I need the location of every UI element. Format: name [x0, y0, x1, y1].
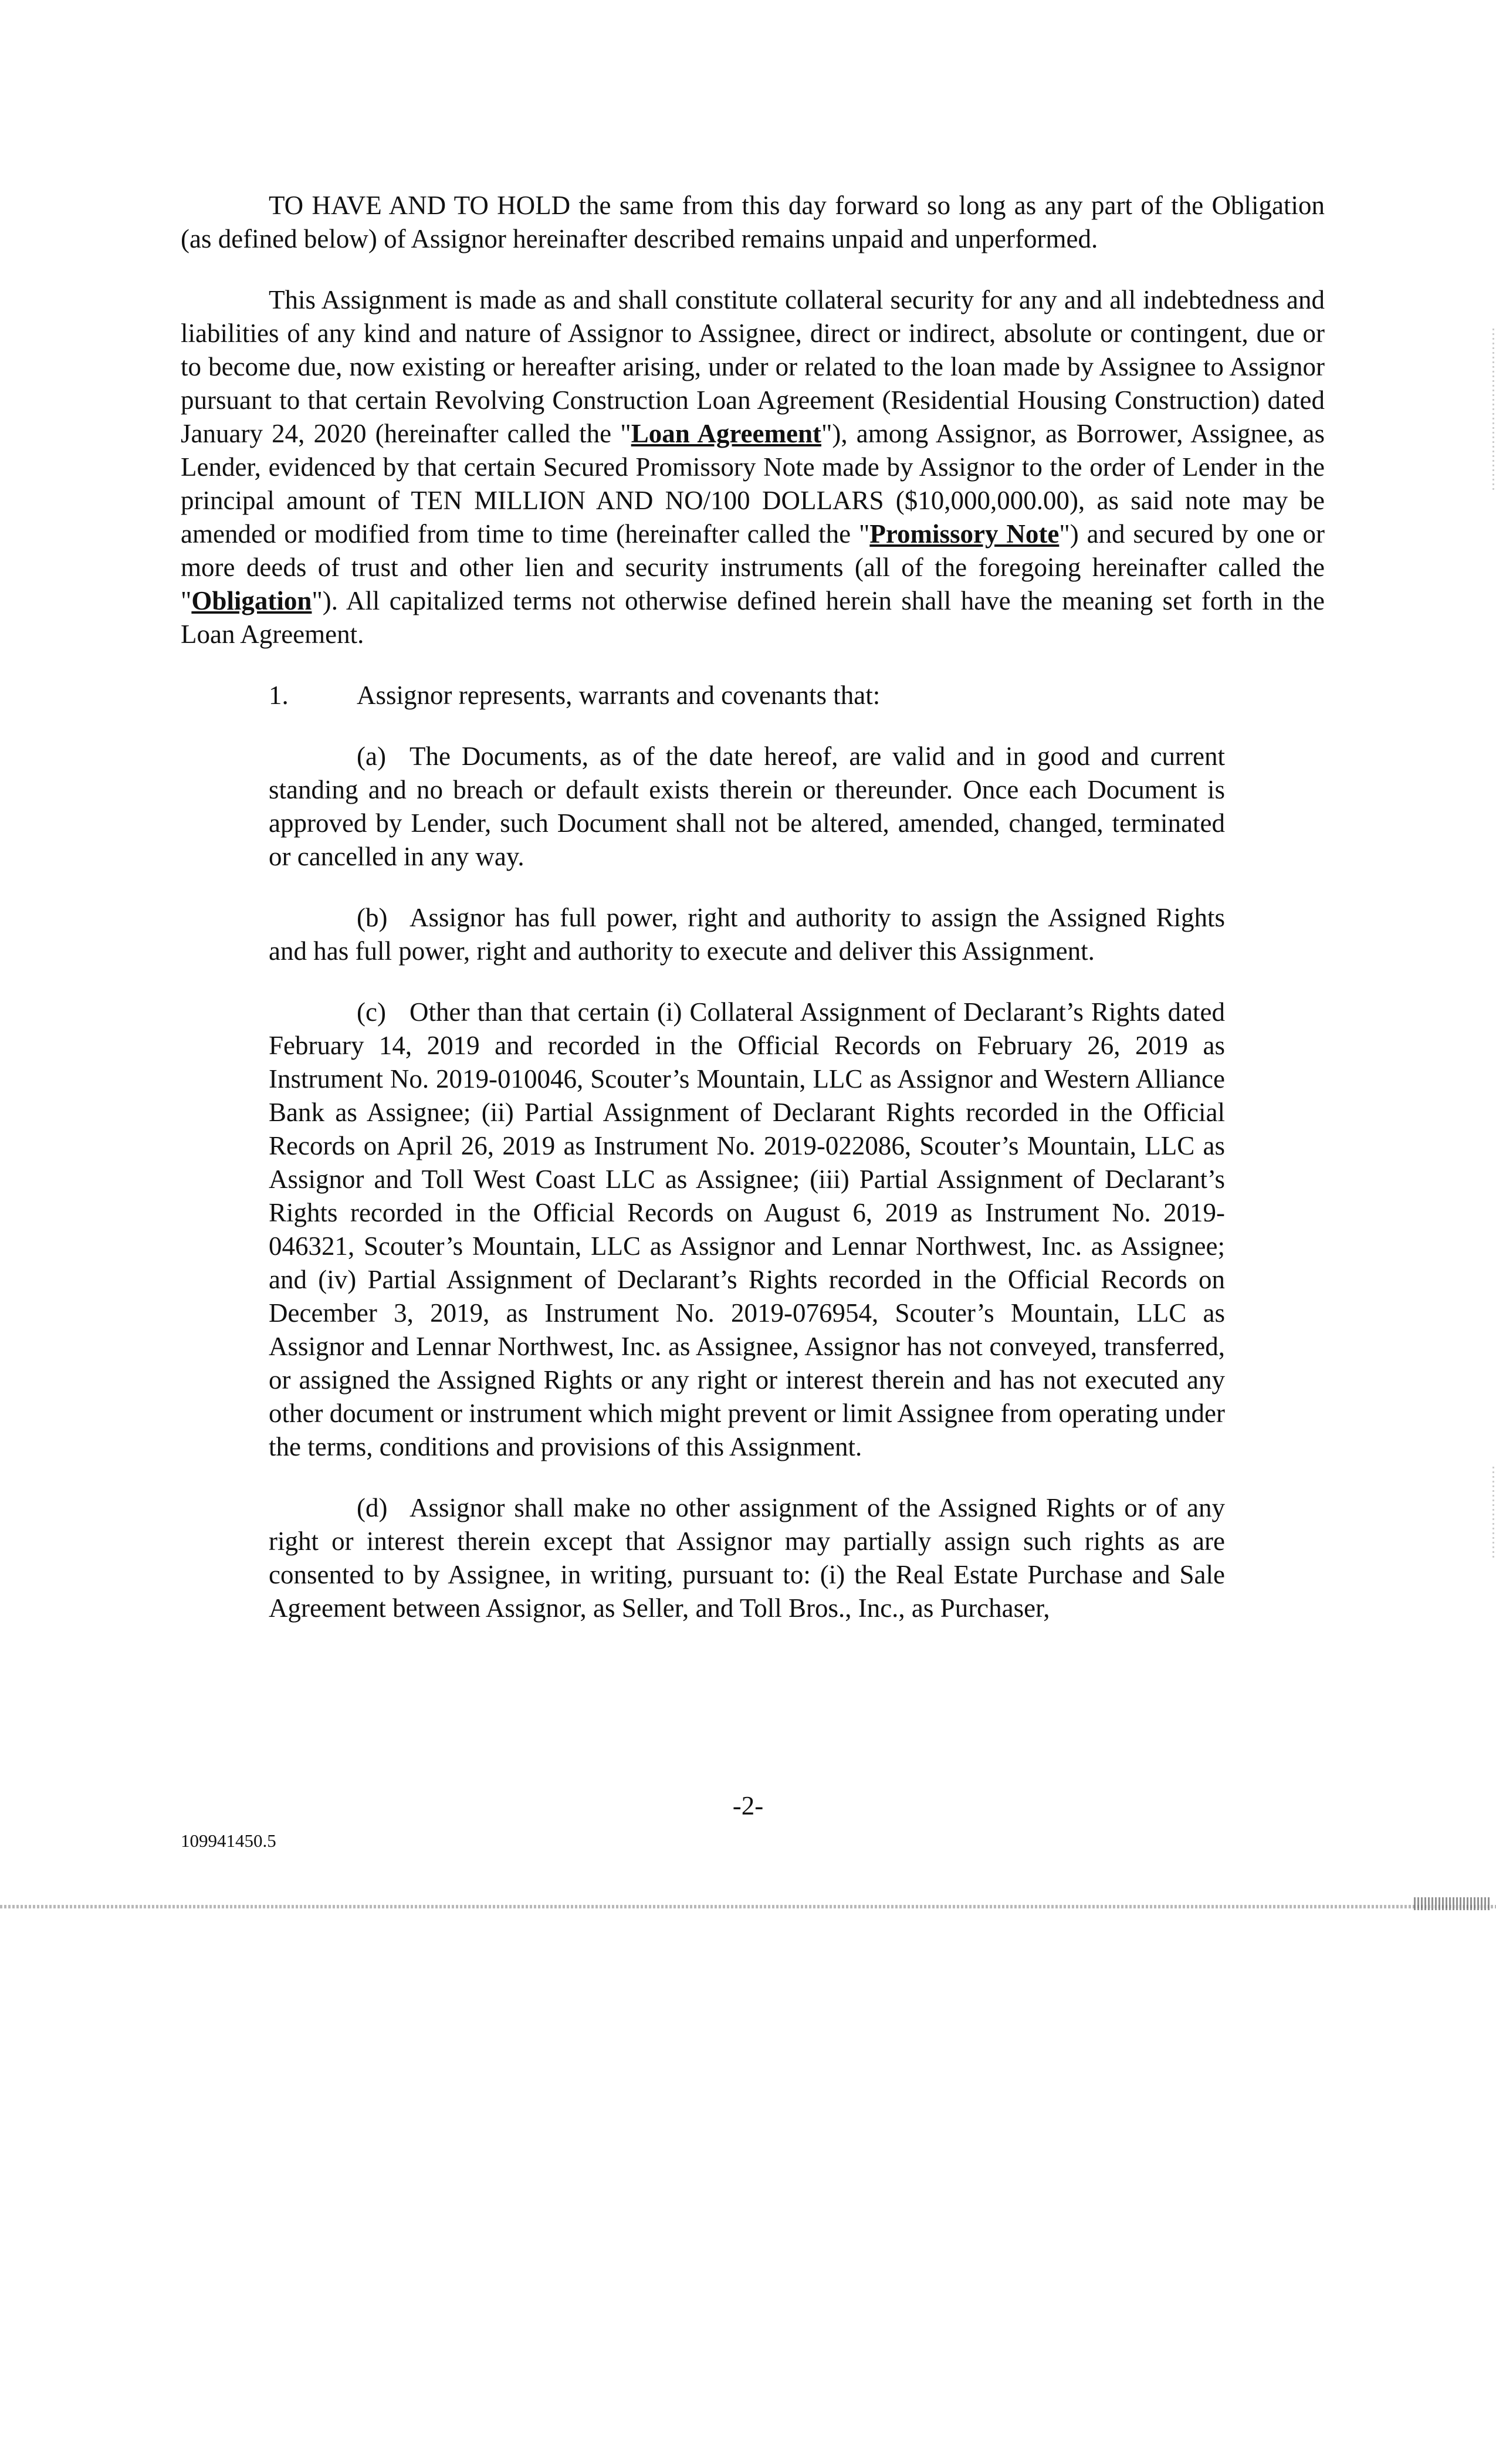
- security-text-part-3: ") and secured by one or more deeds of trust and other lien and security instruments (all of the foregoing hereinafter called the ": [181, 519, 1325, 615]
- section-1-text: Assignor represents, warrants and covenants that:: [357, 681, 881, 710]
- section-1: [269, 679, 1325, 712]
- subsection-c-text: Other than that certain (i) Collateral Assignment of Declarant’s Rights dated February 14, 2019 and recorded in the Official Records on February 26, 2019 as Instrument No. 2019-010046, Scouter’s Mountain, LLC as Assignor and Western Alliance Bank as Assignee; (ii) Partial Assignment of Declarant Rights recorded in the Official Records on April 26, 2019 as Instrument No. 2019-022086, Scouter’s Mountain, LLC as Assignor and Toll West Coast LLC as Assignee; (iii) Partial Assignment of Declarant’s Rights recorded in the Official Records on August 6, 2019 as Instrument No. 2019-046321, Scouter’s Mountain, LLC as Assignor and Lennar Northwest, Inc. as Assignee; and (iv) Partial Assignment of Declarant’s Rights recorded in the Official Records on December 3, 2019, as Instrument No. 2019-076954, Scouter’s Mountain, LLC as Assignor and Lennar Northwest, Inc. as Assignee, Assignor has not conveyed, transferred, or assigned the Assigned Rights or any right or interest therein and has not executed any other document or instrument which might prevent or limit Assignee from operating under the terms, conditions and provisions of this Assignment.: [269, 997, 1225, 1461]
- scan-artifact-line: [0, 1905, 1496, 1908]
- subsection-c: [269, 996, 1225, 1464]
- habendum-paragraph: TO HAVE AND TO HOLD the same from this day forward so long as any part of the Obligation (as defined below) of Assignor hereinafter described remains unpaid and unperformed.: [181, 191, 1325, 253]
- subsection-a-label: (a): [357, 742, 386, 771]
- subsection-a: [269, 740, 1225, 874]
- subsection-b: [269, 901, 1225, 968]
- subsection-b-text: Assignor has full power, right and authority to assign the Assigned Rights and has full power, right and authority to execute and deliver this Assignment.: [269, 903, 1225, 966]
- defined-term-loan-agreement: Loan Agreement: [631, 419, 821, 448]
- defined-term-obligation: Obligation: [191, 586, 312, 615]
- scan-artifact-marks: [1414, 1897, 1490, 1910]
- subsection-c-label: (c): [357, 997, 386, 1027]
- security-text-part-2: "), among Assignor, as Borrower, Assignee, as Lender, evidenced by that certain Secured Promissory Note made by Assignor to the order of Lender in the principal amount of TEN MILLION AND NO/100 DOLLARS ($10,000,000.00), as said note may be amended or modified from time to time (hereinafter called the ": [181, 419, 1325, 549]
- security-text-part-1: This Assignment is made as and shall constitute collateral security for any and all indebtedness and liabilities of any kind and nature of Assignor to Assignee, direct or indirect, absolute or contingent, due or to become due, now existing or hereafter arising, under or related to the loan made by Assignee to Assignor pursuant to that certain Revolving Construction Loan Agreement (Residential Housing Construction) dated January 24, 2020 (hereinafter called the ": [181, 285, 1325, 448]
- defined-term-promissory-note: Promissory Note: [869, 519, 1060, 549]
- subsection-d-text: Assignor shall make no other assignment of the Assigned Rights or of any right or interest therein except that Assignor may partially assign such rights as are consented to by Assignee, in writing, pursuant to: (i) the Real Estate Purchase and Sale Agreement between Assignor, as Seller, and Toll Bros., Inc., as Purchaser,: [269, 1493, 1225, 1623]
- collateral-security-paragraph: [181, 283, 1325, 651]
- scan-edge-dots-lower: [1492, 1467, 1494, 1561]
- page-number: -2-: [732, 1791, 764, 1820]
- subsection-a-text: The Documents, as of the date hereof, are valid and in good and current standing and no breach or default exists therein or thereunder. Once each Document is approved by Lender, such Document shall not be altered, amended, changed, terminated or cancelled in any way.: [269, 742, 1225, 871]
- security-text-part-4: "). All capitalized terms not otherwise defined herein shall have the meaning set forth in the Loan Agreement.: [181, 586, 1325, 649]
- subsection-d-label: (d): [357, 1493, 388, 1522]
- section-1-number: 1.: [269, 681, 289, 710]
- document-id: 109941450.5: [181, 1830, 276, 1851]
- scan-edge-dots-upper: [1492, 329, 1494, 493]
- document-body: [181, 189, 1325, 1653]
- subsection-d: [269, 1491, 1225, 1625]
- subsection-b-label: (b): [357, 903, 388, 932]
